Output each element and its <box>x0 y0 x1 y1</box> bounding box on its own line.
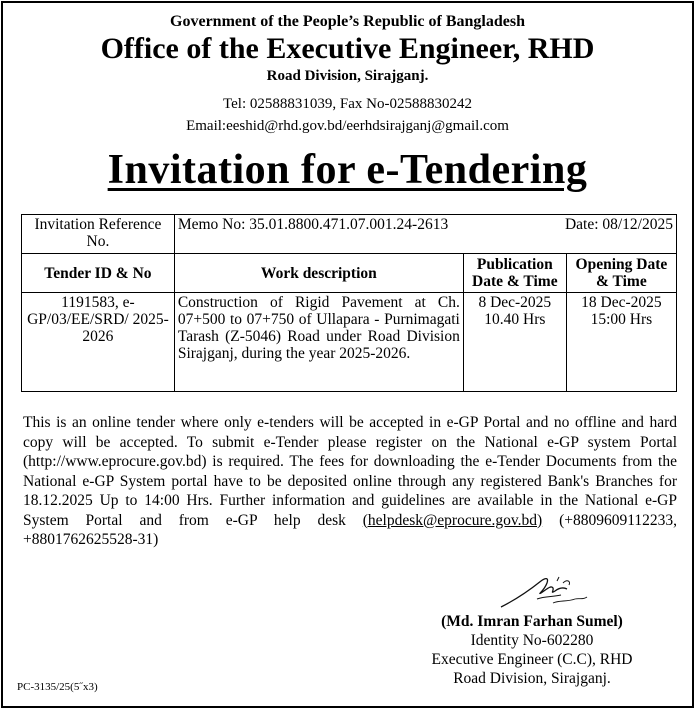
signatory-block <box>407 612 657 688</box>
publication-date: 8 Dec-2025 <box>478 294 552 311</box>
column-header: Work description <box>174 254 463 293</box>
memo-date: Date: 08/12/2025 <box>564 216 673 233</box>
tender-id-cell: 1191583, e-GP/03/EE/SRD/ 2025-2026 <box>22 293 175 392</box>
memo-number: Memo No: 35.01.8800.471.07.001.24-2613 <box>177 216 449 233</box>
opening-cell <box>566 293 676 392</box>
signatory-designation: Executive Engineer (C.C), RHD <box>431 651 633 668</box>
opening-time: 15:00 Hrs <box>590 311 653 328</box>
tender-instructions <box>23 413 677 550</box>
publication-cell <box>463 293 566 392</box>
tender-notice <box>1 1 694 708</box>
work-description-cell: Construction of Rigid Pavement at Ch. 07+500 to 07+750 of Ullapara - Purnimagati Tarash (Z-5046) Road under Road Division Sirajganj, during the year 2025-2026. <box>174 293 463 392</box>
publication-code: PC-3135/25(5˝x3) <box>17 681 98 693</box>
instructions-text: This is an online tender where only e-tenders will be accepted in e-GP Portal and no offline and hard copy will be accepted. To submit e-Tender please register on the National e-GP system Portal (http://www.eprocure.gov.bd) is required. The fees for downloading the e-Tender Documents from the National e-GP System portal have to be deposited online through any registered Bank's Branches for 18.12.2025 Up to 14:00 Hrs. Further information and guidelines are available in the National e-GP System Portal and from e-GP help desk <box>23 414 677 529</box>
column-header: Opening Date & Time <box>566 254 676 293</box>
notice-headline <box>3 147 692 193</box>
tel-fax-line: Tel: 02588831039, Fax No-02588830242 <box>223 96 472 112</box>
government-line: Government of the People’s Republic of Bangladesh <box>170 13 525 30</box>
headline-text: Invitation for e-Tendering <box>107 147 588 193</box>
signatory-identity: Identity No-602280 <box>470 632 594 649</box>
signatory-name: (Md. Imran Farhan Sumel) <box>441 613 623 630</box>
column-header: Tender ID & No <box>22 254 175 293</box>
opening-date: 18 Dec-2025 <box>581 294 662 311</box>
email-line: Email:eeshid@rhd.gov.bd/eerhdsirajganj@gmail.com <box>186 118 509 134</box>
tender-table <box>21 214 677 392</box>
handwritten-signature-icon <box>497 569 593 613</box>
reference-label: Invitation Reference No. <box>22 215 175 254</box>
column-header: Publication Date & Time <box>463 254 566 293</box>
helpdesk-phones: (+8809609112233, +8801762625528-31) <box>23 511 678 548</box>
division-line: Road Division, Sirajganj. <box>266 68 429 84</box>
helpdesk-email-link[interactable]: (helpdesk@eprocure.gov.bd) <box>362 511 543 529</box>
signatory-office: Road Division, Sirajganj. <box>453 670 611 687</box>
table-header-row <box>22 254 677 293</box>
office-title: Office of the Executive Engineer, RHD <box>100 32 595 65</box>
reference-row <box>22 215 677 254</box>
table-row <box>22 293 677 392</box>
publication-time: 10.40 Hrs <box>484 311 546 328</box>
memo-cell <box>174 215 676 254</box>
